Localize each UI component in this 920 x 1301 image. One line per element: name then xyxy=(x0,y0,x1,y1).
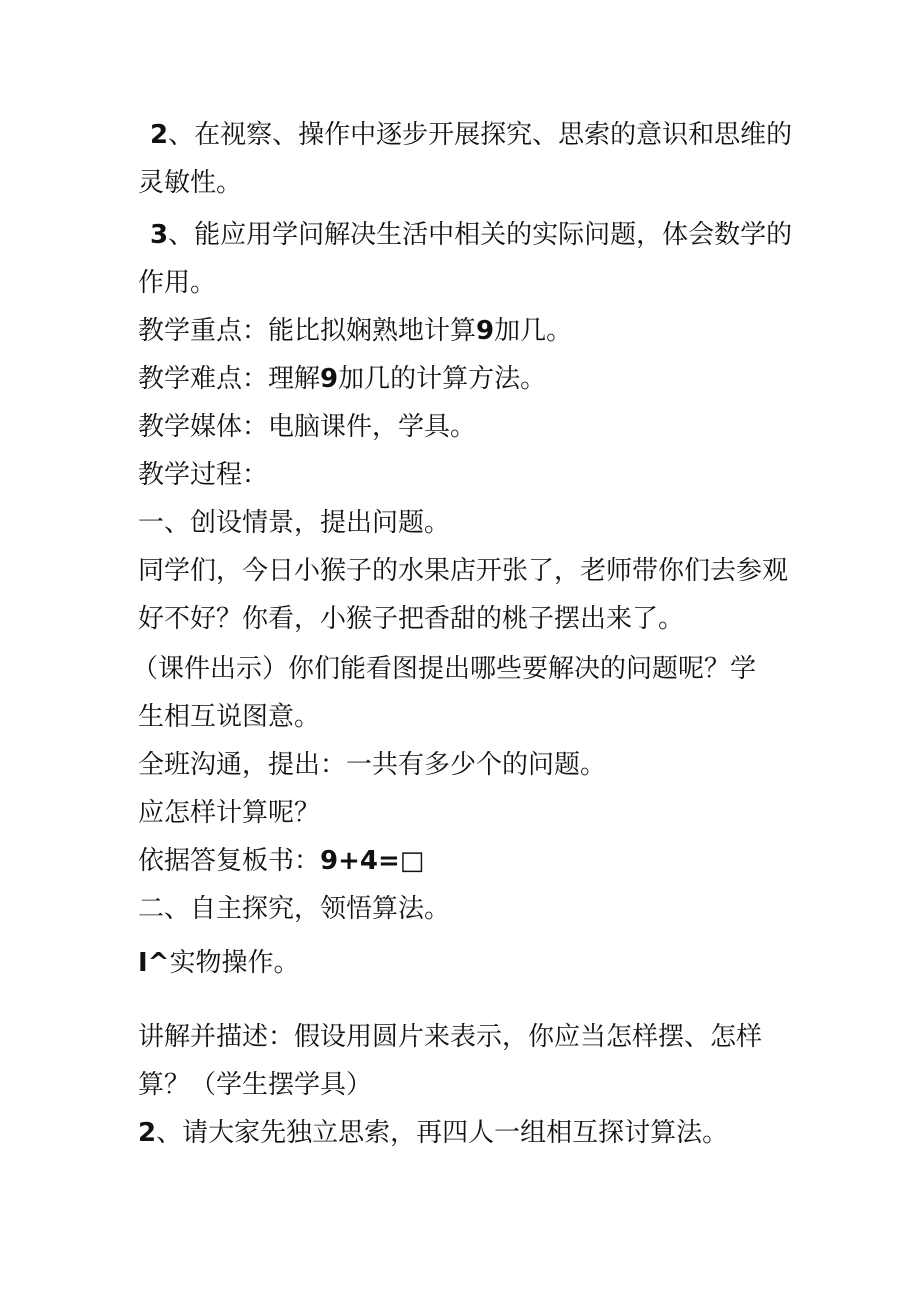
difficulty-line xyxy=(138,364,546,394)
para5-text: 依据答复板书： xyxy=(138,846,321,876)
para6-line2: 算？（学生摆学具） xyxy=(138,1070,373,1100)
objective-3-line2: 作用。 xyxy=(138,268,217,298)
objective-3-text: 、能应用学问解决生活中相关的实际问题，体会数学的 xyxy=(168,220,793,250)
objective-2-number: 2 xyxy=(150,120,169,150)
objective-2-line2: 灵敏性。 xyxy=(138,168,243,198)
objective-2-text: 、在视察、操作中逐步开展探究、思索的意识和思维的 xyxy=(168,120,793,150)
objective-3-line1 xyxy=(150,220,792,250)
para4-line: 应怎样计算呢？ xyxy=(138,798,321,828)
difficulty-text1: 教学难点：理解 xyxy=(138,364,321,394)
board-formula: 9+4=□ xyxy=(320,846,425,876)
step1-text: 实物操作。 xyxy=(169,948,300,978)
para1-line1: 同学们，今日小猴子的水果店开张了，老师带你们去参观 xyxy=(138,556,789,586)
difficulty-text2: 加几的计算方法。 xyxy=(338,364,547,394)
key-point-text2: 加几。 xyxy=(494,316,573,346)
para2-line2: 生相互说图意。 xyxy=(138,702,321,732)
step2-number: 2 xyxy=(138,1118,157,1148)
difficulty-number: 9 xyxy=(320,364,339,394)
step1-line xyxy=(138,948,299,978)
para3-line: 全班沟通，提出：一共有多少个的问题。 xyxy=(138,750,607,780)
para6-line1: 讲解并描述：假设用圆片来表示，你应当怎样摆、怎样 xyxy=(138,1022,763,1052)
key-point-line xyxy=(138,316,572,346)
objective-3-number: 3 xyxy=(150,220,169,250)
objective-2-line1 xyxy=(150,120,792,150)
step2-text: 、请大家先独立思索，再四人一组相互探讨算法。 xyxy=(156,1118,729,1148)
section-1-heading: 一、创设情景，提出问题。 xyxy=(138,508,451,538)
process-heading: 教学过程： xyxy=(138,460,269,490)
section-2-heading: 二、自主探究，领悟算法。 xyxy=(138,894,451,924)
media-line: 教学媒体：电脑课件，学具。 xyxy=(138,412,477,442)
para1-line2: 好不好？你看，小猴子把香甜的桃子摆出来了。 xyxy=(138,604,685,634)
step1-number: I^ xyxy=(138,948,170,978)
step2-line xyxy=(138,1118,728,1148)
para2-line1: （课件出示）你们能看图提出哪些要解决的问题呢？学 xyxy=(132,654,757,684)
key-point-number: 9 xyxy=(476,316,495,346)
para5-line xyxy=(138,846,424,876)
key-point-text1: 教学重点：能比拟娴熟地计算 xyxy=(138,316,477,346)
